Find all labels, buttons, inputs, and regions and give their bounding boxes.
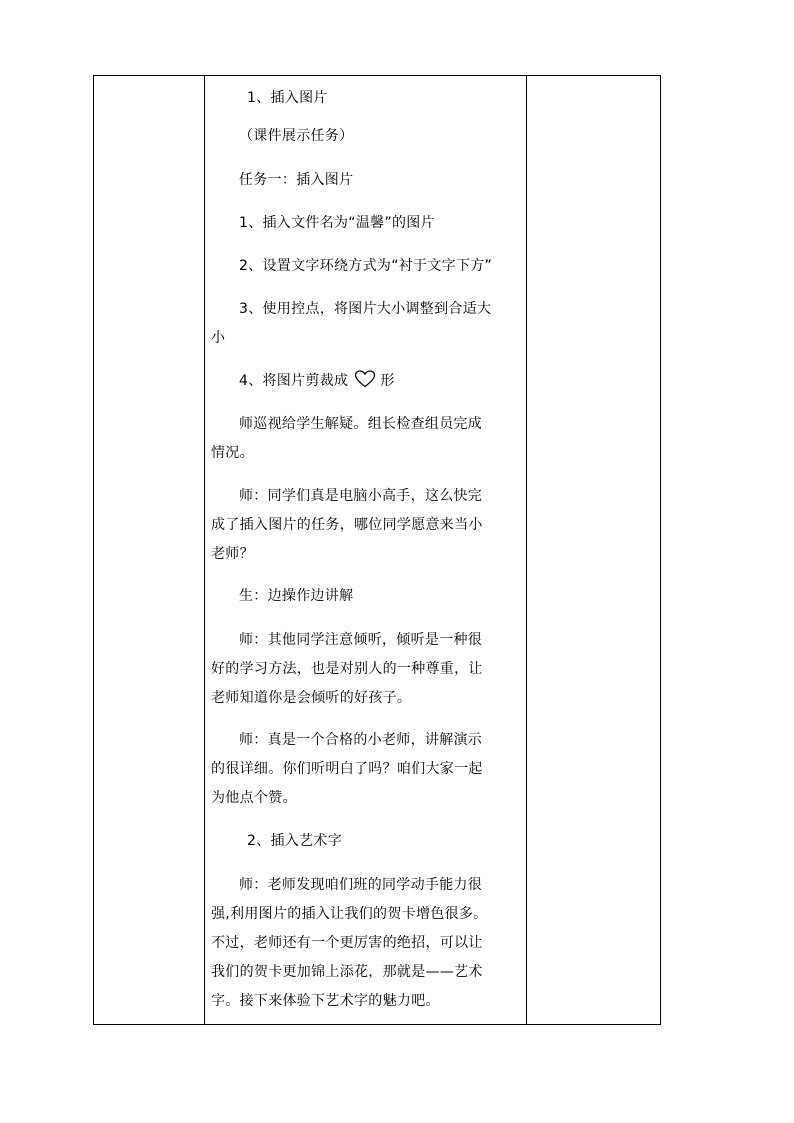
right-cell [527, 76, 660, 1024]
step-heading-insert-wordart: 2、插入艺术字 [247, 833, 343, 849]
teacher-listening-paragraph: 师：其他同学注意倾听，倾听是一种很 好的学习方法，也是对别人的一种尊重，让 老师知道你是会倾听的好孩子。 [211, 632, 483, 706]
column-divider-left [204, 76, 205, 1024]
teacher-wordart-paragraph: 师：老师发现咱们班的同学动手能力很 强,利用图片的插入让我们的贺卡增色很多。 不过，老师还有一个更厉害的绝招，可以让 我们的贺卡更加锦上添花，那就是——艺术 字。接下来体验下艺术字的魅力吧。 [211, 877, 488, 1009]
task-display-note: （课件展示任务） [239, 128, 354, 144]
teacher-patrol-paragraph: 师巡视给学生解疑。组长检查组员完成 情况。 [211, 416, 483, 461]
teacher-praise-paragraph: 师：同学们真是电脑小高手，这么快完 成了插入图片的任务，哪位同学愿意来当小 老师？ [211, 488, 483, 562]
task-step-2: 2、设置文字环绕方式为“衬于文字下方” [239, 258, 493, 274]
task-step-1: 1、插入文件名为“温馨”的图片 [239, 215, 435, 231]
task-step-4: 4、将图片剪裁成 形 [211, 367, 553, 396]
left-cell [94, 76, 204, 1024]
task-step-3: 3、使用控点，将图片大小调整到合适大 小 [211, 301, 492, 346]
step-heading-insert-picture: 1、插入图片 [247, 90, 328, 106]
task-one-title: 任务一：插入图片 [239, 172, 354, 188]
student-demo-line: 生：边操作边讲解 [239, 588, 354, 604]
lesson-table [93, 75, 661, 1025]
teacher-compliment-paragraph: 师：真是一个合格的小老师，讲解演示 的很详细。你们听明白了吗？咱们大家一起 为他点个赞。 [211, 732, 483, 806]
heart-icon [354, 370, 376, 399]
